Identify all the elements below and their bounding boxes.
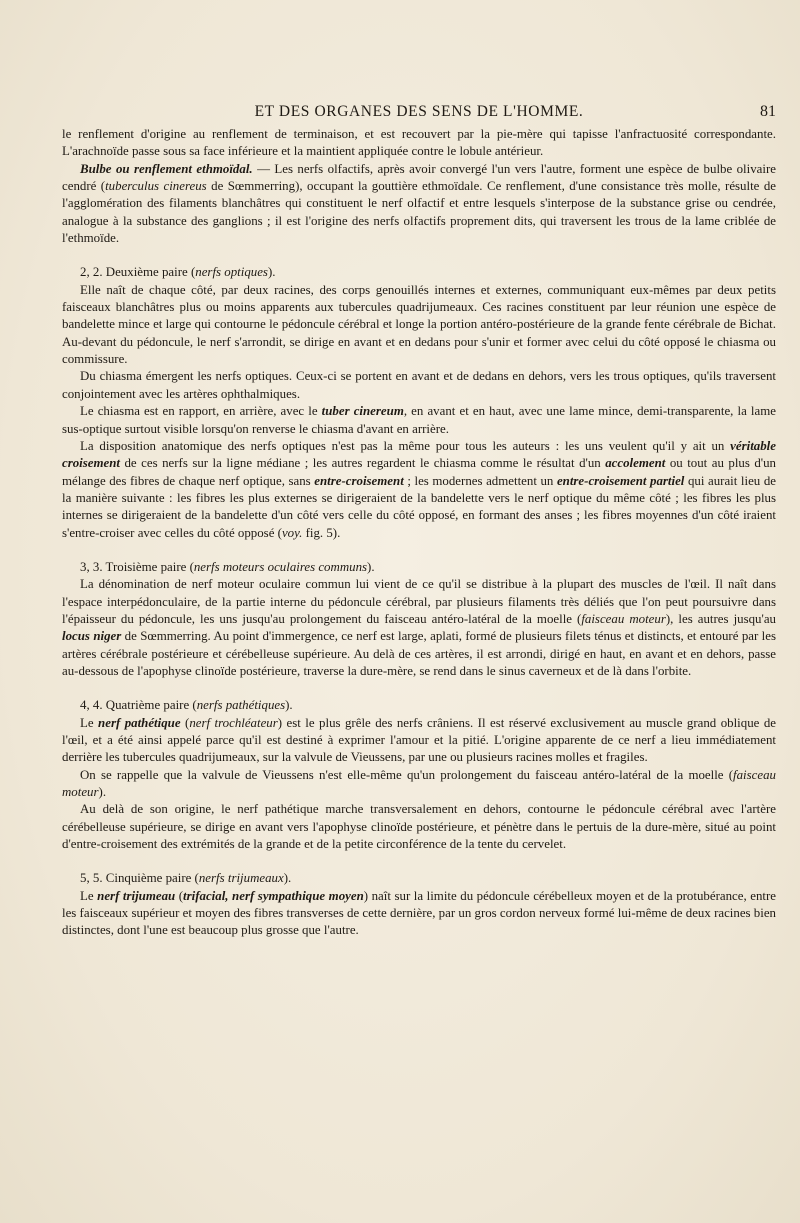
heading-third-pair [62,559,776,576]
paragraph-chiasma-relations [62,403,776,438]
italic-term: faisceau moteur [581,611,666,626]
text-run: Le [80,888,98,903]
heading-text: ). [285,698,293,713]
text-run: La disposition anatomique des nerfs optiques n'est pas la même pour tous les auteurs : les uns veulent qu'il y ait un [80,438,731,453]
italic-term: locus niger [62,629,122,644]
paragraph-optic-disposition [62,438,776,542]
paragraph-trochlear [62,715,776,767]
page-body [62,126,776,940]
heading-italic: nerfs optiques [195,265,268,280]
paragraph-text: Elle naît de chaque côté, par deux racines, des corps genouillés internes et externes, communiquant eux-mêmes par deux petits faisceaux blanchâtres plus ou moins apparents aux tubercules quadrijumeaux. Ces racines constituent par leur réunion une espèce de bandelette mince et large qui contourne le pédoncule cérébral et longe la portion antéro-postérieure de la grande fente cérébrale de Bichat. Au-devant du pédoncule, le nerf s'arrondit, se dirige en avant et en dedans pour s'unir et former avec celui du côté opposé le chiasma ou commissure. [62,282,776,367]
paragraph-text: Du chiasma émergent les nerfs optiques. Ceux-ci se portent en avant et de dedans en dehors, vers les trous optiques, qu'ils traversent conjointement avec les artères ophthalmiques. [62,369,776,401]
paragraph-text: Au delà de son origine, le nerf pathétique marche transversalement en dehors, contourne le pédoncule cérébral avec l'artère cérébelleuse supérieure, se dirige en avant vers l'apophyse clinoïde postérieure, et pénètre dans le pertuis de la dure-mère, situé au point d'entre-croisement des extrémités de la grande et de la petite circonférence de la tente du cervelet. [62,802,776,852]
text-run: ( [180,715,190,730]
paragraph-ethmoid-bulb [62,161,776,248]
heading-text: ). [283,871,292,886]
subheading-ethmoid-bulb: Bulbe ou renflement ethmoïdal. [80,161,253,176]
paragraph-optic-origin [62,282,776,369]
text-run: — Les nerfs olfactifs, après avoir convergé l'un vers l'autre, forment une espèce de bulbe olivaire cendré ( [62,161,776,194]
text-run: ) naît sur la limite du pédoncule cérébelleux moyen et de la protubérance, entre les faisceaux supérieur et moyen des fibres transverses de cette dernière, par un gros cordon nerveux formé lui-même de deux racines bien distinctes, dont l'une est beaucoup plus grosse que l'autre. [62,888,776,938]
text-run: de Sœmmerring), occupant la gouttière ethmoïdale. Ce renflement, d'une consistance très molle, résulte de l'agglomération des filaments blanchâtres qui constituent le nerf olfactif et entre lesquels s'interpose de la substance grise ou cendrée, analogue à la substance des ganglions ; il est l'origine des nerfs olfactifs proprement dits, qui traversent les trous de la lame criblée de l'ethmoïde. [62,179,776,246]
section-gap [62,853,776,870]
heading-italic: nerfs trijumeaux [198,871,284,886]
section-gap [62,542,776,559]
paragraph-oculomotor [62,576,776,680]
text-run: ( [175,888,184,903]
paragraph-text: le renflement d'origine au renflement de terminaison, et est recouvert par la pie-mère qui tapisse l'anfractuosité correspondante. L'arachnoïde passe sous sa face inférieure et la maintient appliquée contre le lobule antérieur. [62,127,776,159]
text-run: de Sœmmerring. Au point d'immergence, ce nerf est large, aplati, formé de plusieurs filets ténus et distincts, et entouré par les artères cérébrale postérieure et cérébelleuse supérieure. Au delà de ces artères, il est arrondi, dirigé en haut, en avant et en dehors, passe au-dessous de l'apophyse clinoïde postérieure, traverse la dure-mère, se rend dans le sinus caverneux et de là dans l'orbite. [62,629,776,678]
heading-text: 4, 4. Quatrième paire ( [80,698,197,713]
italic-term: nerf trijumeau [97,888,176,903]
text-run: ) est le plus grêle des nerfs crâniens. Il est réservé exclusivement au muscle grand oblique de l'œil, et a été ainsi appelé parce qu'il est destiné à exprimer l'amour et la pitié. L'origine apparente de ce nerf a lieu immédiatement derrière les tubercules quadrijumeaux, sur la valvule de Vieussens, par une ou plusieurs racines molles et fragiles. [62,715,776,765]
text-run: Le [80,715,99,730]
italic-term: faisceau moteur [62,767,776,800]
page-number: 81 [760,103,776,120]
heading-italic: nerfs moteurs oculaires communs [193,559,368,574]
italic-term: tuberculus cinereus [105,179,207,194]
italic-term: nerf trochléateur [189,715,278,730]
heading-text: 2, 2. Deuxième paire ( [80,265,196,280]
heading-fourth-pair [62,697,776,714]
heading-text: 3, 3. Troisième paire ( [80,559,194,574]
text-run: ; les modernes admettent un [403,473,557,488]
italic-term: trifacial, nerf sympathique moyen [183,888,364,903]
heading-italic: nerfs pathétiques [196,698,286,713]
heading-second-pair [62,264,776,281]
text-run: de ces nerfs sur la ligne médiane ; les autres regardent le chiasma comme le résultat d'un [120,456,606,471]
section-gap [62,680,776,697]
paragraph-trochlear-course [62,801,776,853]
text-run: La dénomination de nerf moteur oculaire commun lui vient de ce qu'il se distribue à la plupart des muscles de l'œil. Il naît dans l'espace interpédonculaire, de la partie interne du pédoncule cérébral, par plusieurs filaments très déliés que l'on peut poursuivre dans l'épaisseur du pédoncule, les uns jusqu'au prolongement du faisceau antéro-latéral de la moelle ( [62,577,776,626]
italic-term: véritable croisement [62,438,776,471]
text-run: fig. 5). [302,525,341,540]
italic-term: nerf pathétique [98,715,181,730]
heading-text: 5, 5. Cinquième paire ( [80,871,199,886]
page-header [62,103,776,123]
text-run: , en avant et en haut, avec une lame mince, demi-transparente, la lame sus-optique surtout visible lorsqu'on renverse le chiasma d'avant en arrière. [62,404,776,436]
text-run: Le chiasma est en rapport, en arrière, avec le [80,404,322,419]
paragraph-chiasma [62,368,776,403]
text-run: ), les autres jusqu'au [665,611,776,626]
italic-term: voy. [281,525,303,540]
heading-fifth-pair [62,870,776,887]
text-run: ou tout au plus d'un mélange des fibres de chaque nerf optique, sans [62,456,776,488]
text-run: ). [98,785,107,800]
italic-term: entre-croisement partiel [556,473,685,488]
paragraph-trigeminal [62,888,776,940]
text-run: On se rappelle que la valvule de Vieussens n'est elle-même qu'un prolongement du faisceau antéro-latéral de la moelle ( [80,767,734,782]
section-gap [62,247,776,264]
paragraph-olfactory-continuation [62,126,776,161]
italic-term: entre-croisement [314,473,404,488]
paragraph-vieussens [62,767,776,802]
italic-term: tuber cinereum [321,404,404,419]
heading-text: ). [367,559,375,574]
heading-text: ). [267,265,276,280]
italic-term: accolement [605,456,666,471]
running-title: ET DES ORGANES DES SENS DE L'HOMME. [254,103,584,120]
text-run: qui aurait lieu de la manière suivante : les fibres les plus externes se dirigeraient de la bandelette vers le nerf optique du même côté ; les fibres les plus internes se dirigeraient de la bandelette d'un côté vers celle du côté opposé, en formant des anses ; les fibres moyennes d'un côté iraient s'entre-croiser avec celles du côté opposé ( [62,473,776,540]
